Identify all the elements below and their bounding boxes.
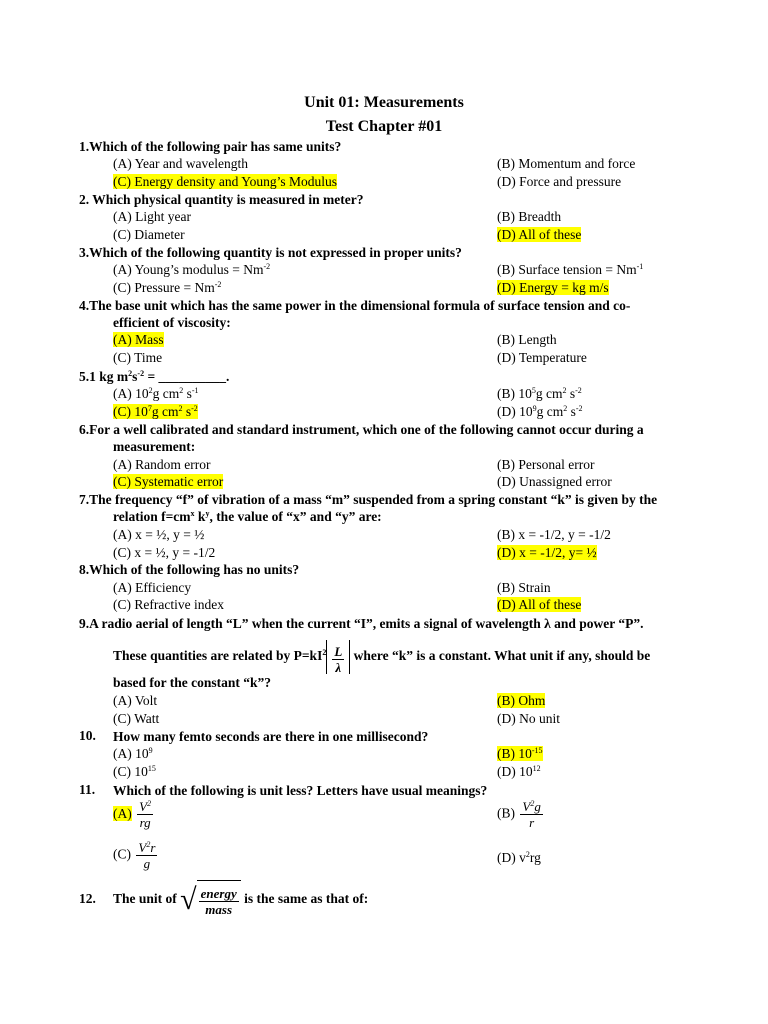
q7-option-a: (A) x = ½, y = ½ <box>113 527 205 542</box>
question-10-number: 10. <box>79 728 96 743</box>
q8-option-b: (B) Strain <box>497 580 551 595</box>
q9-option-a: (A) Volt <box>113 693 158 708</box>
question-9-stem-cont: These quantities are related by $P=kI^2$ $\frac{L}{\lambda}$ where “k” is a constant. What unit if any, should be <box>113 637 650 675</box>
q7-option-c: (C) x = ½, y = -1/2 <box>113 545 216 560</box>
q11-option-c: (C) $\frac{V^2r}{g}$ <box>113 840 156 871</box>
q3-option-b: (B) Surface tension = $Nm^{-1}$ <box>497 262 644 277</box>
page-title: Unit 01: Measurements <box>304 94 464 111</box>
q5-option-a: (A) $10^2g$ $cm^2$ $s^{-1}$ <box>113 386 199 401</box>
bracket-fraction: $\frac{L}{\lambda}$ <box>326 640 350 674</box>
q11-option-b: (B) $\frac{V^2g}{r}$ <box>497 799 541 830</box>
question-12-number: 12. <box>79 891 96 906</box>
q11-option-d: (D) $v^2rg$ <box>497 850 541 865</box>
q1-option-a: (A) Year and wavelength <box>113 156 248 171</box>
q8-option-a: (A) Efficiency <box>113 580 192 595</box>
q2-option-b: (B) Breadth <box>497 209 562 224</box>
q3-option-a: (A) Young’s modulus = $Nm^{-2}$ <box>113 262 271 277</box>
q8-option-d: (D) All of these <box>497 597 582 612</box>
q3-option-c: (C) Pressure = $Nm^{-2}$ <box>113 280 222 295</box>
page-subtitle: Test Chapter #01 <box>325 118 443 135</box>
question-4-stem: 4.The base unit which has the same power in the dimensional formula of surface tension and co- <box>79 298 631 313</box>
question-9-stem: 9.A radio aerial of length “L” when the current “I”, emits a signal of wavelength λ and power “P”. <box>79 616 644 631</box>
q9-option-b: (B) Ohm <box>497 693 546 708</box>
question-11-number: 11. <box>79 782 96 797</box>
q10-option-d: (D) $10^{12}$ <box>497 764 541 779</box>
question-6-stem: 6.For a well calibrated and standard instrument, which one of the following cannot occur during a <box>79 422 644 437</box>
q9-option-d: (D) No unit <box>497 711 560 726</box>
q4-option-b: (B) Length <box>497 332 557 347</box>
question-10-stem: How many femto seconds are there in one millisecond? <box>113 729 429 744</box>
q5-option-d: (D) $10^9g$ $cm^2$ $s^{-2}$ <box>497 404 583 419</box>
q1-option-d: (D) Force and pressure <box>497 174 622 189</box>
question-7-stem: 7.The frequency “f” of vibration of a mass “m” suspended from a spring constant “k” is given by the <box>79 492 658 507</box>
question-3-stem: 3.Which of the following quantity is not expressed in proper units? <box>79 245 462 260</box>
q2-option-a: (A) Light year <box>113 209 191 224</box>
q1-option-c: (C) Energy density and Young’s Modulus <box>113 174 338 189</box>
question-6-stem-cont: measurement: <box>113 439 196 454</box>
q11-option-a: (A) $\frac{V^2}{rg}$ <box>113 799 152 830</box>
q7-option-b: (B) x = -1/2, y = -1/2 <box>497 527 611 542</box>
q10-option-b: (B) $10^{-15}$ <box>497 746 543 761</box>
question-5-stem: 5.1 kg $m^2s^{-2}$ = __________. <box>79 369 230 384</box>
q5-option-b: (B) $10^5g$ $cm^2$ $s^{-2}$ <box>497 386 582 401</box>
q6-option-d: (D) Unassigned error <box>497 474 612 489</box>
q2-option-c: (C) Diameter <box>113 227 185 242</box>
question-8-stem: 8.Which of the following has no units? <box>79 562 300 577</box>
q6-option-b: (B) Personal error <box>497 457 595 472</box>
q5-option-c: (C) $10^7g$ $cm^2$ $s^{-2}$ <box>113 404 198 419</box>
q3-option-d: (D) Energy = kg m/s <box>497 280 609 295</box>
square-root: √ $\frac{\text{energy}}{\text{mass}}$ <box>180 880 241 919</box>
q4-option-c: (C) Time <box>113 350 163 365</box>
q4-option-a: (A) Mass <box>113 332 164 347</box>
q8-option-c: (C) Refractive index <box>113 597 224 612</box>
question-4-stem-cont: efficient of viscosity: <box>113 315 231 330</box>
q6-option-c: (C) Systematic error <box>113 474 224 489</box>
q10-option-a: (A) $10^9$ <box>113 746 153 761</box>
q10-option-c: (C) $10^{15}$ <box>113 764 156 779</box>
q1-option-b: (B) Momentum and force <box>497 156 636 171</box>
question-9-stem-cont2: based for the constant “k”? <box>113 675 272 690</box>
q4-option-d: (D) Temperature <box>497 350 587 365</box>
q9-option-c: (C) Watt <box>113 711 160 726</box>
question-12-stem: The unit of √ $\frac{\text{energy}}{\text{mass}}$ is the same as that of: <box>113 880 368 919</box>
q7-option-d: (D) x = -1/2, y= ½ <box>497 545 597 560</box>
question-1-stem: 1.Which of the following pair has same units? <box>79 139 342 154</box>
q2-option-d: (D) All of these <box>497 227 582 242</box>
q6-option-a: (A) Random error <box>113 457 211 472</box>
question-11-stem: Which of the following is unit less? Letters have usual meanings? <box>113 783 488 798</box>
question-7-stem-cont: relation $f=cm^x$ $k^y$, the value of “x” and “y” are: <box>113 509 382 524</box>
question-2-stem: 2. Which physical quantity is measured in meter? <box>79 192 364 207</box>
